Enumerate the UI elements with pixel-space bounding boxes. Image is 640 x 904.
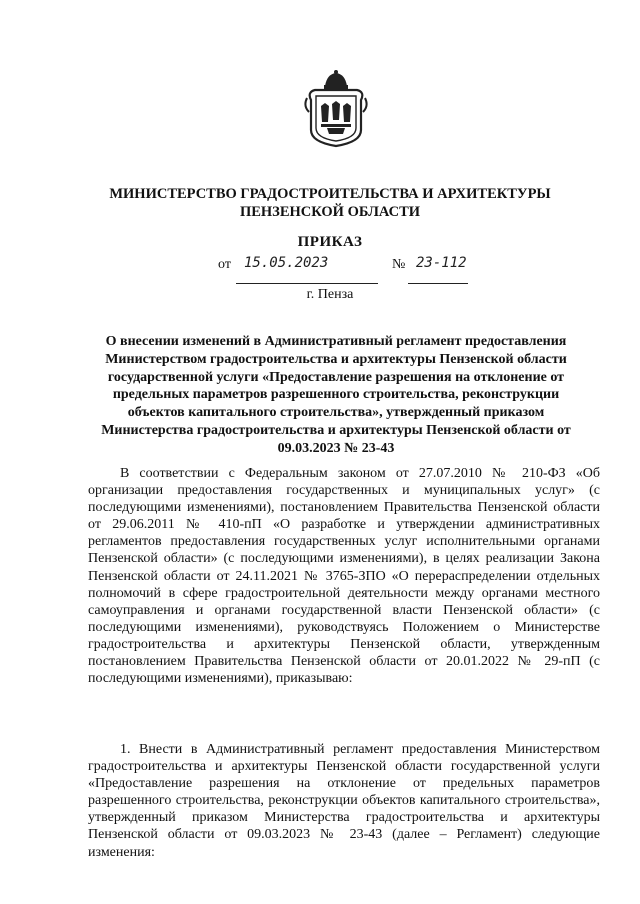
order-subject: О внесении изменений в Административный регламент предоставления Министерством градостроительства и архитектуры Пензенской области государственной услуги «Предоставление разрешения на отклонение от предельных параметров разрешенного строительства, реконструкции объектов капитального строительства», утвержденный приказом Министерства градостроительства и архитектуры Пензенской области от 09.03.2023 № 23-43 [101,334,571,456]
order-clause-1: 1. Внести в Административный регламент предоставления Министерством градостроительства и архитектуры Пензенской области государственной услуги «Предоставление разрешения на отклонение от предельных параметров разрешенного строительства, реконструкции объектов капитального строительства», утвержденный приказом Министерства градостроительства и архитектуры Пензенской области от 09.03.2023 № 23-43 (далее – Регламент) следующие изменения: [88,742,600,860]
ministry-name-line2: ПЕНЗЕНСКОЙ ОБЛАСТИ [239,204,421,220]
number-prefix: № [392,257,406,272]
coat-of-arms-icon [303,70,369,148]
order-title: ПРИКАЗ [297,234,363,250]
city-name: г. Пенза [306,287,354,302]
date-underline [236,283,378,284]
ministry-name-line1: МИНИСТЕРСТВО ГРАДОСТРОИТЕЛЬСТВА И АРХИТЕКТУРЫ [109,186,551,202]
preamble-paragraph: В соответствии с Федеральным законом от 27.07.2010 № 210-ФЗ «Об организации предоставления государственных и муниципальных услуг» (с последующими изменениями), постановлением Правительства Пензенской области от 29.06.2011 № 410-пП «О разработке и утверждении административных регламентов предоставления государственных услуг исполнительными органами Пензенской области» (с последующими изменениями), в целях реализации Закона Пензенской области от 24.11.2021 № 3765-ЗПО «О перераспределении отдельных полномочий в сфере градостроительной деятельности между органами местного самоуправления и органами государственной власти Пензенской области» (с последующими изменениями), руководствуясь Положением о Министерстве градостроительства и архитектуры Пензенской области, утвержденным постановлением Правительства Пензенской области от 20.01.2022 № 29-пП (с последующими изменениями), приказываю: [88,466,600,687]
ministry-name [40,185,620,221]
number-underline [408,283,468,284]
number-value: 23-112 [416,255,467,271]
date-value: 15.05.2023 [244,255,329,271]
date-prefix: от [218,257,231,272]
